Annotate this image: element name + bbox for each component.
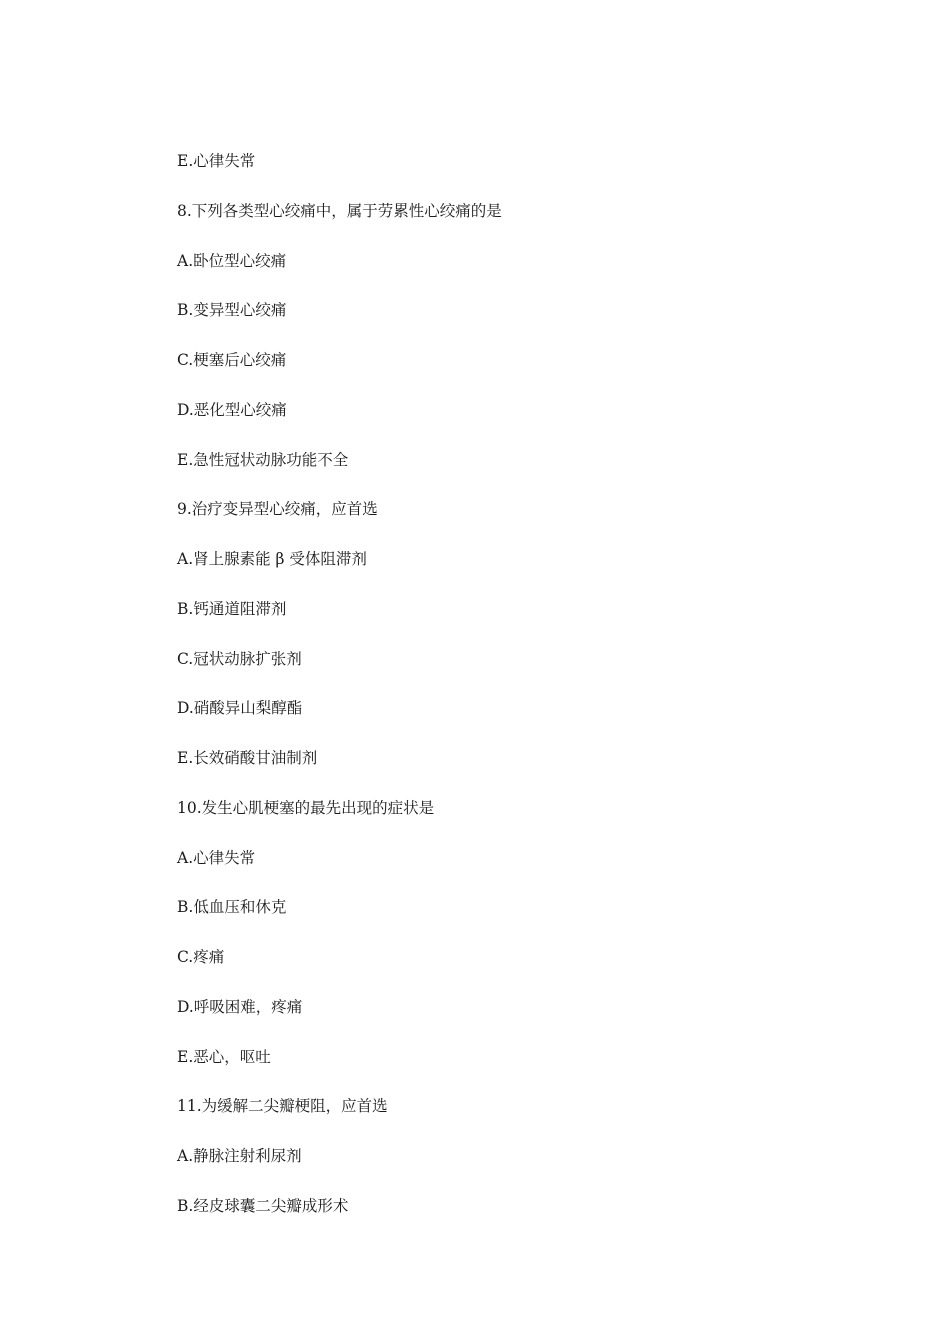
option-line: E.心律失常	[177, 152, 256, 170]
option-line: A.心律失常	[177, 848, 256, 867]
option-line: E.长效硝酸甘油制剂	[177, 749, 318, 767]
option-line: C.疼痛	[177, 948, 225, 966]
option-line: B.钙通道阻滞剂	[177, 599, 287, 618]
option-line: A.静脉注射利尿剂	[177, 1147, 302, 1165]
option-line: B.经皮球囊二尖瓣成形术	[177, 1196, 349, 1215]
option-line: C.梗塞后心绞痛	[177, 351, 287, 369]
question-line: 9.治疗变异型心绞痛，应首选	[177, 500, 378, 519]
option-line: E.急性冠状动脉功能不全	[177, 450, 349, 469]
option-line: D.呼吸困难，疼痛	[177, 997, 303, 1016]
option-line: B.低血压和休克	[177, 898, 287, 917]
option-line: B.变异型心绞痛	[177, 301, 287, 320]
question-line: 10.发生心肌梗塞的最先出现的症状是	[177, 798, 435, 817]
option-line: C.冠状动脉扩张剂	[177, 649, 302, 668]
option-line: E.恶心，呕吐	[177, 1047, 271, 1066]
option-line: A.肾上腺素能 β 受体阻滞剂	[177, 550, 367, 568]
option-line: D.硝酸异山梨醇酯	[177, 699, 303, 718]
question-line: 11.为缓解二尖瓣梗阻，应首选	[177, 1097, 388, 1116]
option-line: D.恶化型心绞痛	[177, 400, 287, 419]
question-list	[177, 150, 502, 1245]
option-line: A.卧位型心绞痛	[177, 251, 287, 270]
question-line: 8.下列各类型心绞痛中，属于劳累性心绞痛的是	[177, 201, 502, 220]
